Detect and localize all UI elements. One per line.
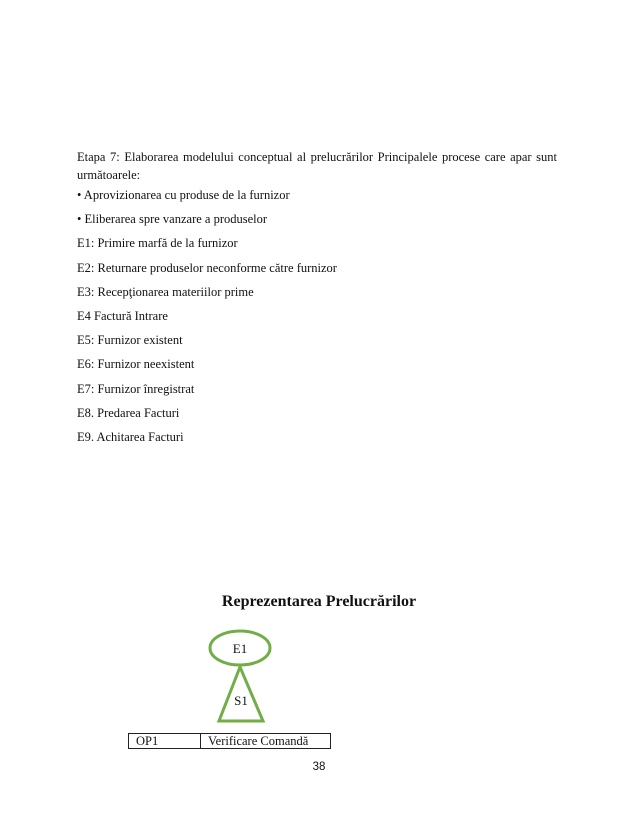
operation-name: Verificare Comandă bbox=[201, 734, 331, 749]
list-item: E9. Achitarea Facturi bbox=[77, 429, 184, 444]
list-item: E2: Returnare produselor neconforme către furnizor bbox=[77, 260, 337, 275]
section-heading: Reprezentarea Prelucrărilor bbox=[221, 593, 417, 610]
page-number: 38 bbox=[312, 761, 326, 773]
list-item: E4 Factură Intrare bbox=[77, 308, 168, 323]
table-row bbox=[129, 734, 331, 749]
list-item: • Aprovizionarea cu produse de la furnizor bbox=[77, 188, 290, 202]
list-item: E7: Furnizor înregistrat bbox=[77, 381, 195, 396]
list-item: E5: Furnizor existent bbox=[77, 333, 183, 348]
sync-label: S1 bbox=[234, 693, 248, 708]
list-item: • Eliberarea spre vanzare a produselor bbox=[77, 212, 268, 227]
list-item: E3: Recepţionarea materiilor prime bbox=[77, 284, 254, 299]
operation-code: OP1 bbox=[129, 734, 201, 749]
list-item: E8. Predarea Facturi bbox=[77, 405, 180, 420]
list-item: E6: Furnizor neexistent bbox=[77, 357, 195, 372]
operation-table bbox=[128, 733, 331, 749]
intro-continuation: următoarele: bbox=[77, 168, 141, 182]
event-label: E1 bbox=[232, 641, 248, 656]
list-item: E1: Primire marfă de la furnizor bbox=[77, 236, 238, 251]
intro-stage-line: Etapa 7: Elaborarea modelului conceptual al prelucrărilor Principalele procese care apar sunt bbox=[77, 150, 557, 164]
